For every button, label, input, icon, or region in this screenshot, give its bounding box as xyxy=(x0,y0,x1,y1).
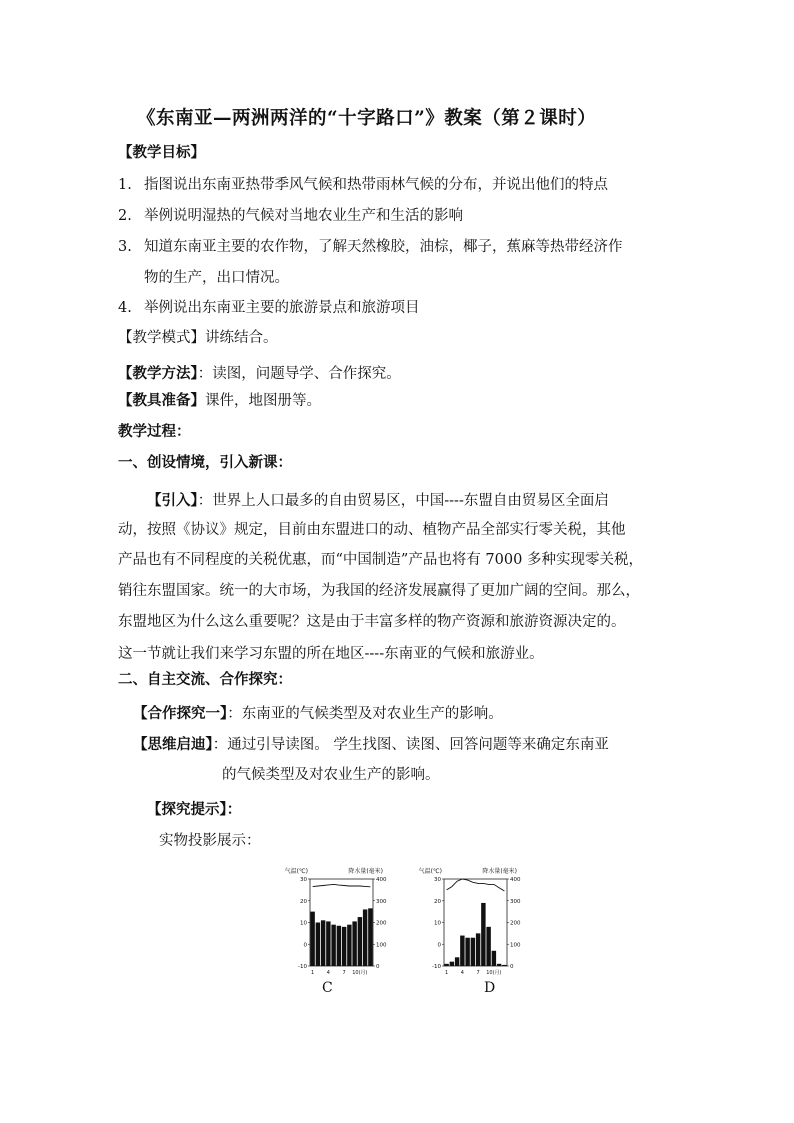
intro-paragraph-line: 东盟地区为什么这么重要呢？这是由于丰富多样的物产资源和旅游资源决定的。 xyxy=(118,614,626,630)
teaching-mode xyxy=(118,326,278,347)
right-axis-title: 降水量(毫米) xyxy=(348,868,383,875)
temp-tick-label: -10 xyxy=(432,964,441,970)
intro-paragraph-line xyxy=(147,489,609,510)
left-axis-title: 气温(℃) xyxy=(418,868,442,875)
goal-number: 2. xyxy=(118,208,132,224)
precipitation-bar xyxy=(363,909,367,966)
teaching-mode-text: 讲练结合。 xyxy=(205,330,278,346)
goal-text: 指图说出东南亚热带季风气候和热带雨林气候的分布，并说出他们的特点 xyxy=(144,177,608,193)
teaching-tools-text: 课件，地图册等。 xyxy=(205,393,321,409)
think-text: ：通过引导读图。 学生找图、读图、回答问题等来确定东南亚 xyxy=(212,737,609,753)
precip-tick-label: 400 xyxy=(510,877,521,883)
precipitation-bar xyxy=(476,933,480,966)
explore-text: ：东南亚的气候类型及对农业生产的影响。 xyxy=(227,706,503,722)
temp-tick-label: 0 xyxy=(303,942,307,949)
goal-number: 4. xyxy=(118,300,132,316)
precipitation-bar xyxy=(502,965,506,966)
teaching-method-label: 【教学方法】 xyxy=(118,365,198,382)
temp-tick-label: 10 xyxy=(300,920,307,927)
temp-tick-label: 10 xyxy=(434,920,441,927)
precip-tick-label: 100 xyxy=(376,942,387,949)
hint-label: 【探究提示】 xyxy=(147,801,227,818)
precipitation-bar xyxy=(455,957,459,966)
goal-item xyxy=(118,296,420,317)
temp-tick-label: 20 xyxy=(300,898,307,905)
temp-tick-label: -10 xyxy=(298,964,307,970)
precip-tick-label: 200 xyxy=(510,920,521,927)
month-tick-label: 4 xyxy=(460,970,464,976)
precip-tick-label: 0 xyxy=(376,964,380,970)
hint-line xyxy=(147,798,241,819)
process-heading: 教学过程： xyxy=(118,423,191,440)
intro-paragraph-line: 这一节就让我们来学习东盟的所在地区----东南亚的气候和旅游业。 xyxy=(118,646,544,662)
precipitation-bar xyxy=(481,903,485,966)
precipitation-bar xyxy=(471,938,475,966)
precip-tick-label: 300 xyxy=(376,898,387,905)
hint-colon: ： xyxy=(226,801,242,818)
goal-item xyxy=(118,235,623,256)
month-tick-label: 7 xyxy=(476,970,480,976)
plot-frame xyxy=(444,879,507,966)
precip-tick-label: 400 xyxy=(376,877,387,883)
goal-item xyxy=(118,204,463,225)
goal-text: 举例说明湿热的气候对当地农业生产和生活的影响 xyxy=(144,208,463,224)
goals-heading: 【教学目标】 xyxy=(118,144,205,161)
precipitation-bar xyxy=(358,917,362,966)
intro-text: ：世界上人口最多的自由贸易区，中国----东盟自由贸易区全面启 xyxy=(197,493,609,509)
precipitation-bar xyxy=(460,936,464,966)
precipitation-bar xyxy=(492,951,496,966)
precipitation-bar xyxy=(347,925,351,966)
precipitation-bar xyxy=(342,927,346,966)
precipitation-bar xyxy=(497,964,501,966)
goal-item-continuation: 物的生产，出口情况。 xyxy=(144,270,289,286)
goal-item xyxy=(118,173,608,194)
intro-label: 【引入】 xyxy=(147,492,198,509)
precipitation-bar xyxy=(450,962,454,966)
intro-paragraph-line: 销往东盟国家。统一的大市场，为我国的经济发展赢得了更加广阔的空间。那么， xyxy=(118,583,640,599)
teaching-tools-label: 【教具准备】 xyxy=(118,392,205,409)
goal-text: 知道东南亚主要的农作物，了解天然橡胶，油棕，椰子，蕉麻等热带经济作 xyxy=(144,239,623,255)
intro-paragraph-line: 动，按照《协议》规定，目前由东盟进口的动、植物产品全部实行零关税，其他 xyxy=(118,522,626,538)
month-tick-label: 10(月) xyxy=(352,970,368,976)
precipitation-bar xyxy=(326,921,330,966)
precipitation-bar xyxy=(352,921,356,966)
page-title: 《东南亚—两洲两洋的“十字路口”》教案（第２课时） xyxy=(137,108,597,129)
goal-number: 3. xyxy=(118,239,132,255)
temp-tick-label: 30 xyxy=(300,877,307,883)
temp-tick-label: 20 xyxy=(434,898,441,905)
precipitation-bar xyxy=(465,938,469,966)
think-continuation: 的气候类型及对农业生产的影响。 xyxy=(222,767,440,783)
precip-tick-label: 0 xyxy=(510,964,514,970)
temp-tick-label: 0 xyxy=(437,942,441,949)
chart-label-c: C xyxy=(322,980,333,996)
precipitation-bar xyxy=(486,927,490,966)
precipitation-bar xyxy=(444,964,448,966)
precipitation-bar xyxy=(368,908,372,966)
precip-tick-label: 100 xyxy=(510,942,521,949)
teaching-method xyxy=(118,362,401,383)
precip-tick-label: 200 xyxy=(376,920,387,927)
precipitation-bar xyxy=(316,923,320,967)
right-axis-title: 降水量(毫米) xyxy=(482,868,517,875)
precipitation-bar xyxy=(331,925,335,966)
month-tick-label: 7 xyxy=(342,970,346,976)
section2-heading: 二、自主交流、合作探究： xyxy=(118,671,292,688)
precipitation-bar xyxy=(310,912,314,966)
section1-heading: 一、创设情境，引入新课： xyxy=(118,454,292,471)
precip-tick-label: 300 xyxy=(510,898,521,905)
explore-line xyxy=(133,702,503,723)
teaching-mode-label: 【教学模式】 xyxy=(118,330,205,346)
teaching-method-text: ：读图，问题导学、合作探究。 xyxy=(197,366,401,382)
goal-number: 1. xyxy=(118,177,132,193)
month-tick-label: 1 xyxy=(445,970,449,976)
chart-label-d: D xyxy=(484,980,496,996)
month-tick-label: 1 xyxy=(311,970,315,976)
temperature-line xyxy=(447,879,505,891)
precipitation-bar xyxy=(321,920,325,966)
intro-paragraph-line: 产品也有不同程度的关税优惠，而“中国制造”产品也将有 7000 多种实现零关税， xyxy=(118,552,643,568)
teaching-tools xyxy=(118,389,321,410)
explore-label: 【合作探究一】 xyxy=(133,705,228,722)
precipitation-bar xyxy=(337,926,341,966)
goal-text: 举例说出东南亚主要的旅游景点和旅游项目 xyxy=(144,300,420,316)
think-label: 【思维启迪】 xyxy=(133,736,213,753)
month-tick-label: 10(月) xyxy=(486,970,502,976)
left-axis-title: 气温(℃) xyxy=(284,868,308,875)
think-line xyxy=(133,733,609,754)
temperature-line xyxy=(313,884,371,886)
climate-charts-figure xyxy=(280,860,540,986)
temp-tick-label: 30 xyxy=(434,877,441,883)
projection-label: 实物投影展示： xyxy=(159,833,261,849)
month-tick-label: 4 xyxy=(326,970,330,976)
